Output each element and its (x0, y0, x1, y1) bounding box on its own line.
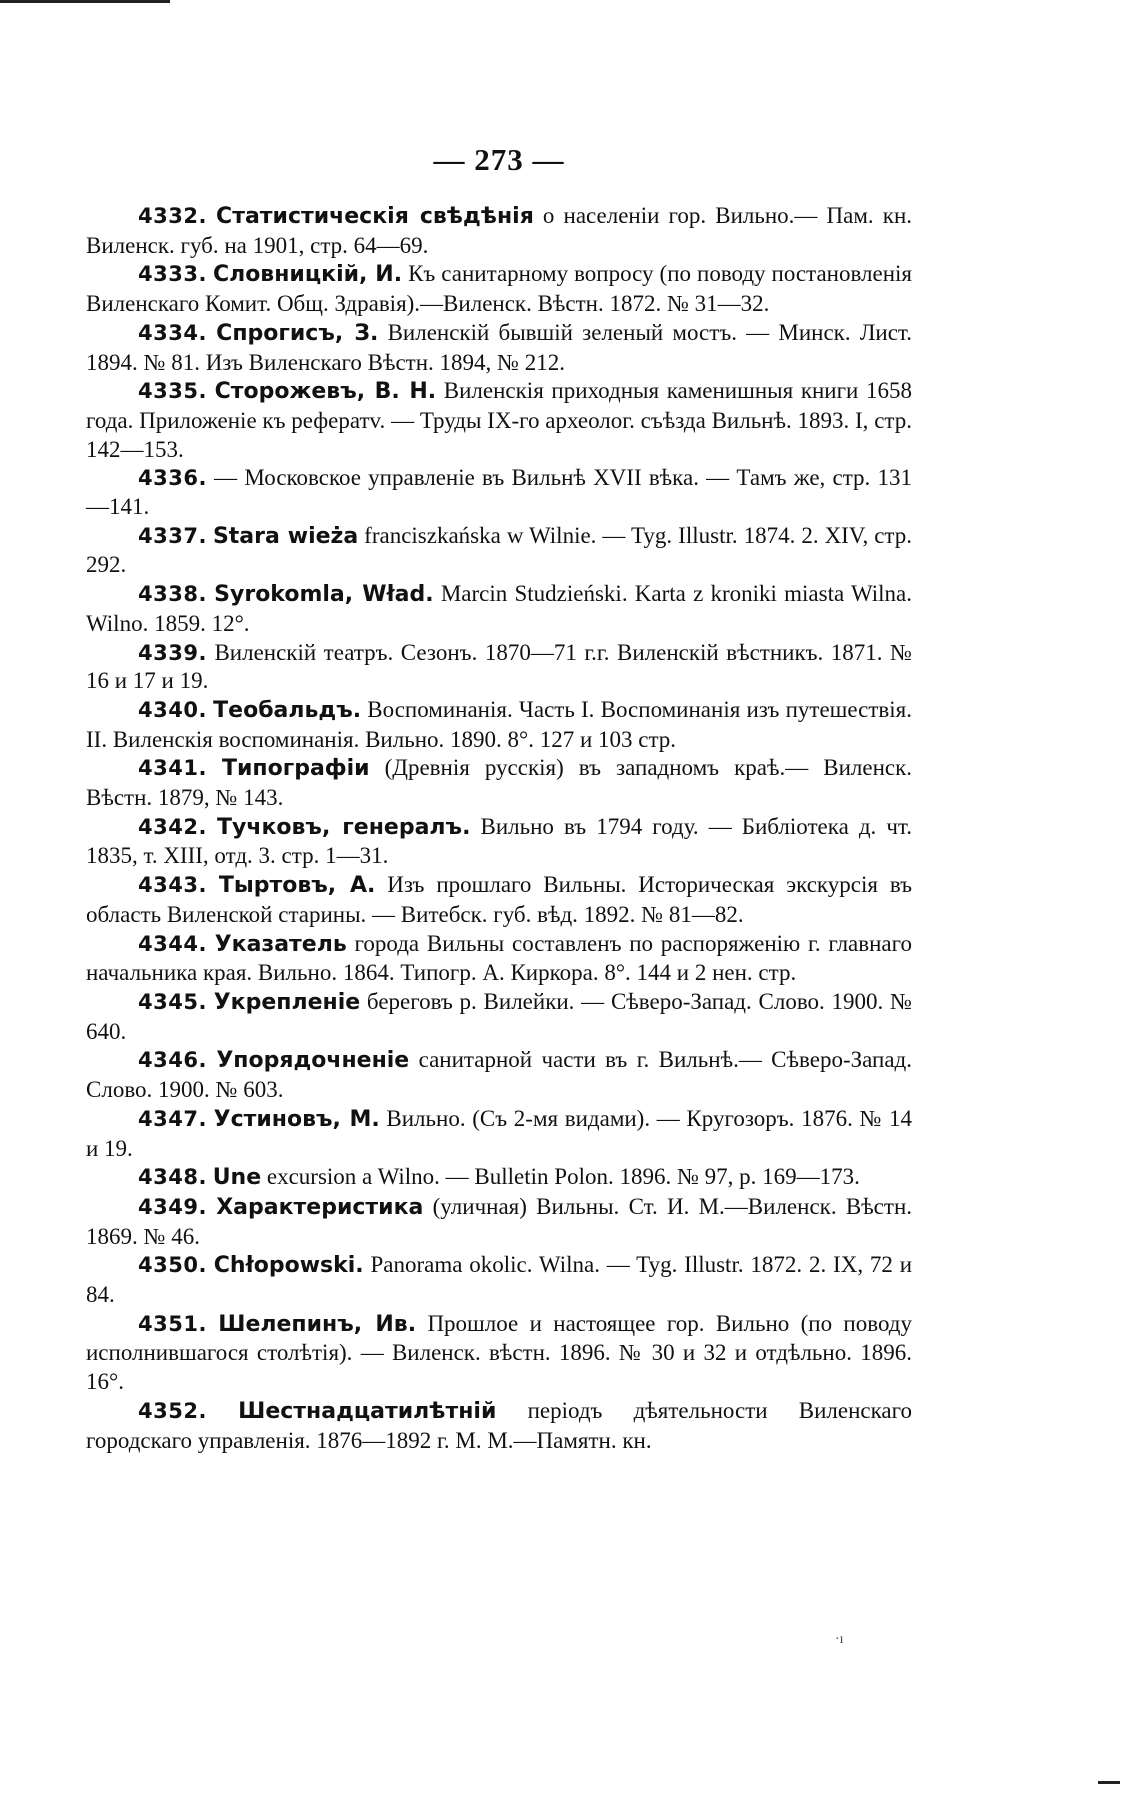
scan-speck: ·ı (835, 1632, 844, 1647)
entry-4350 (86, 1251, 912, 1309)
entry-4344 (86, 930, 912, 988)
entry-heading: Спрогисъ, З. (216, 320, 379, 346)
entry-4349 (86, 1193, 912, 1251)
entry-text: Вильно въ 1794 году. — Библіотека д. чт. 1835, т. XIII, отд. 3. стр. 1—31. (86, 813, 912, 869)
entry-number: 4347. (138, 1106, 207, 1131)
entry-heading: Syrokomla, Wład. (214, 582, 434, 608)
entry-text: franciszkańska w Wilnie. — Tyg. Illustr. 1874. 2. XIV, стр. 292. (86, 522, 913, 578)
entry-number: 4340. (138, 697, 207, 722)
entry-text: — Московское управленіе въ Вильнѣ XVII вѣка. — Тамъ же, стр. 131—141. (86, 465, 912, 520)
entry-4340 (86, 696, 912, 754)
entry-text: Виленскій театръ. Сезонъ. 1870—71 г.г. Виленскій вѣстникъ. 1871. № 16 и 17 и 19. (86, 639, 912, 694)
page-number: — 273 — (433, 142, 565, 177)
entry-text: города Вильны составленъ по распоряженію г. главнаго начальника края. Вильно. 1864. Типогр. А. Киркора. 8°. 144 и 2 нен. стр. (86, 930, 913, 986)
entry-heading: Характеристика (216, 1194, 424, 1220)
entry-heading: Сторожевъ, В. Н. (214, 379, 437, 405)
entry-4339 (86, 639, 912, 696)
entry-text: Panorama okolic. Wilna. — Tyg. Illustr. 1872. 2. IX, 72 и 84. (86, 1252, 913, 1308)
entry-text: періодъ дѣятельности Виленскаго городскаго управленія. 1876—1892 г. М. М.—Памятн. кн. (86, 1397, 912, 1453)
entry-4351 (86, 1310, 912, 1397)
entry-4352 (86, 1397, 912, 1455)
entry-4341 (86, 754, 912, 812)
entry-text: Прошлое и настоящее гор. Вильно (по поводу исполнившагося столѣтія). — Виленск. вѣстн. 1896. № 30 и 32 и отдѣльно. 1896. 16°. (86, 1310, 912, 1395)
entry-text: excursion a Wilno. — Bulletin Polon. 1896. № 97, р. 169—173. (261, 1164, 860, 1190)
entry-number: 4349. (138, 1194, 207, 1219)
entry-4336 (86, 464, 912, 521)
entry-4338 (86, 580, 912, 638)
entry-text: (уличная) Вильны. Ст. И. М.—Виленск. Вѣстн. 1869. № 46. (86, 1193, 913, 1249)
entry-text: береговъ р. Вилейки. — Сѣверо-Запад. Слово. 1900. № 640. (86, 988, 912, 1044)
entry-number: 4350. (138, 1253, 207, 1278)
entry-heading: Укрепленіе (213, 989, 361, 1015)
entry-heading: Указатель (214, 931, 347, 957)
entry-4332 (86, 202, 912, 260)
entry-number: 4352. (138, 1398, 207, 1423)
entry-number: 4348. (138, 1165, 207, 1190)
entry-4342 (86, 813, 912, 871)
entry-text: (Древнія русскія) въ западномъ краѣ.— Виленск. Вѣстн. 1879, № 143. (86, 755, 913, 811)
entry-number: 4351. (138, 1311, 207, 1336)
entry-4335 (86, 377, 912, 464)
entry-4346 (86, 1046, 912, 1104)
entry-number: 4337. (138, 523, 207, 548)
entry-heading: Stara wieża (212, 523, 359, 549)
entry-number: 4343. (138, 873, 207, 898)
entry-number: 4342. (138, 814, 207, 839)
entry-heading: Шелепинъ, Ив. (218, 1311, 417, 1337)
entry-heading: Шестнадцатилѣтній (238, 1398, 497, 1424)
entry-4343 (86, 871, 912, 929)
entry-heading: Устиновъ, М. (213, 1106, 380, 1132)
entry-text: Marcin Studzieński. Karta z kroniki miasta Wilna. Wilno. 1859. 12°. (86, 581, 913, 636)
entry-number: 4346. (138, 1048, 207, 1073)
entry-heading: Chłopowski. (213, 1253, 364, 1279)
entry-heading: Словницкій, И. (212, 262, 403, 288)
book-page (86, 142, 912, 1455)
entry-heading: Une (212, 1165, 262, 1191)
entry-text: о населеніи гор. Вильно.— Пам. кн. Виленск. губ. на 1901, стр. 64—69. (86, 203, 912, 258)
entry-heading: Тучковъ, генералъ. (217, 814, 471, 840)
entry-number: 4339. (138, 640, 207, 665)
entry-text: Къ санитарному вопросу (по поводу постановленія Виленскаго Комит. Общ. Здравія).—Виленск. Вѣстн. 1872. № 31—32. (86, 261, 913, 317)
entry-heading: Типографіи (221, 756, 370, 782)
entry-text: Изъ прошлаго Вильны. Историческая экскурсія въ область Виленской старины. — Витебск. губ. вѣд. 1892. № 81—82. (86, 872, 912, 927)
scan-corner-mark (1098, 1771, 1120, 1784)
entry-heading: Статистическія свѣдѣнія (216, 204, 534, 229)
entry-number: 4333. (138, 262, 207, 287)
entry-4348 (86, 1163, 912, 1193)
entry-4333 (86, 260, 912, 318)
entry-4347 (86, 1105, 912, 1163)
entry-4337 (86, 522, 912, 580)
entry-text: Воспоминанія. Часть I. Воспоминанія изъ путешествія. II. Виленскія воспоминанія. Вильно. 1890. 8°. 127 и 103 стр. (86, 696, 912, 752)
entry-text: Вильно. (Съ 2-мя видами). — Кругозоръ. 1876. № 14 и 19. (86, 1105, 912, 1161)
entry-number: 4338. (138, 582, 207, 607)
entry-number: 4335. (138, 379, 207, 404)
entry-number: 4341. (138, 756, 207, 781)
entry-heading: Тыртовъ, А. (218, 873, 376, 899)
entry-4334 (86, 319, 912, 377)
entry-heading: Теобальдъ. (213, 697, 362, 723)
entry-heading: Упорядочненіе (216, 1048, 410, 1074)
entry-4345 (86, 988, 912, 1046)
entry-number: 4334. (138, 320, 207, 345)
entry-number: 4344. (138, 931, 207, 956)
entry-text: санитарной части въ г. Вильнѣ.— Сѣверо-Запад. Слово. 1900. № 603. (86, 1047, 912, 1103)
entry-number: 4345. (138, 989, 207, 1014)
entry-number: 4332. (138, 204, 207, 228)
entry-number: 4336. (138, 466, 207, 491)
entry-text: Виленскія приходныя каменишныя книги 1658 года. Приложеніе къ рефератv. — Труды IX-го археолог. съѣзда Вильнѣ. 1893. I, стр. 142—153. (86, 378, 913, 462)
entry-text: Виленскій бывшій зеленый мостъ. — Минск. Лист. 1894. № 81. Изъ Виленскаго Вѣстн. 1894, № 212. (86, 319, 913, 375)
scan-edge-mark (0, 0, 170, 12)
